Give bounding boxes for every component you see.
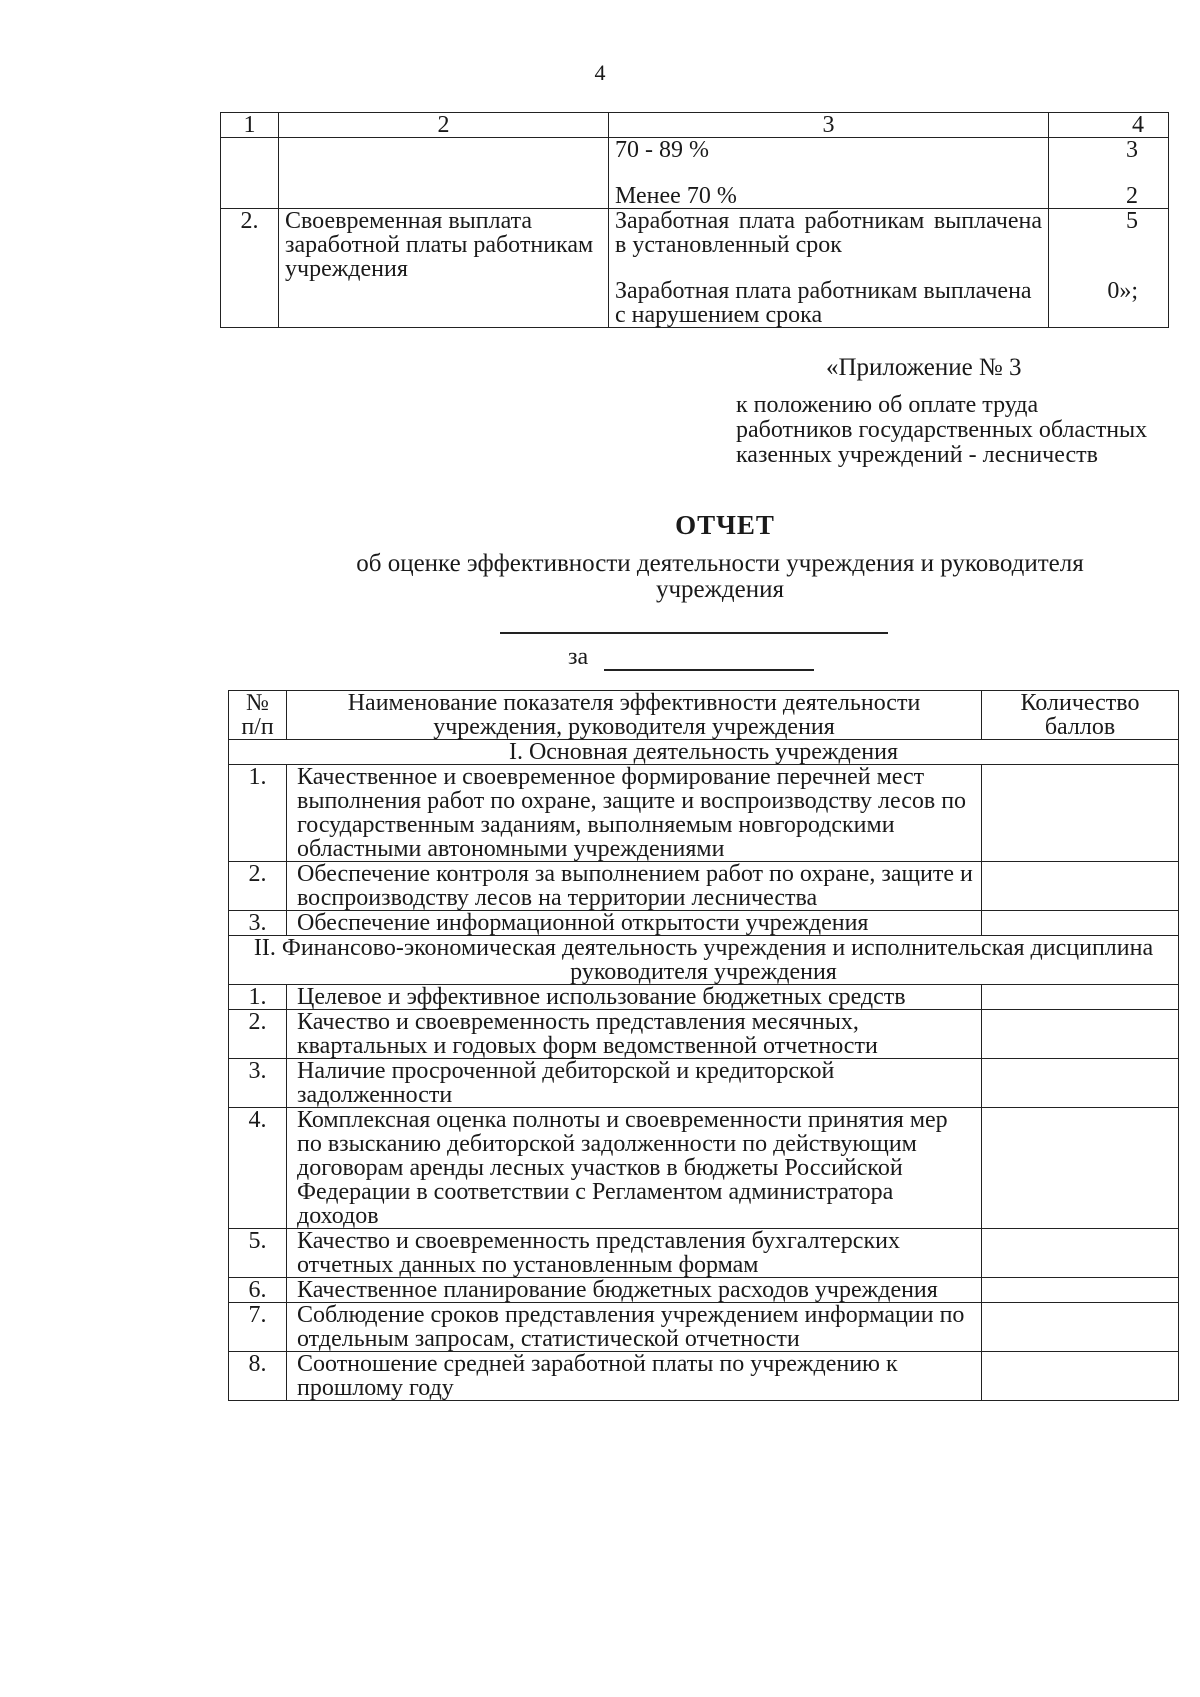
row-number: 4. [229, 1108, 287, 1229]
row-number: 2. [221, 209, 279, 328]
report-subtitle: об оценке эффективности деятельности учреждения и руководителя учреждения [356, 550, 1084, 603]
indicator-name: Соотношение средней заработной платы по учреждению к прошлому году [287, 1352, 982, 1401]
score-cell[interactable] [982, 1303, 1179, 1352]
score-cell[interactable] [982, 765, 1179, 862]
indicator-name: Качественное планирование бюджетных расходов учреждения [287, 1278, 982, 1303]
table-row [229, 1010, 1179, 1059]
section-row [229, 936, 1179, 985]
section-row [229, 740, 1179, 765]
page-number: 4 [594, 60, 606, 85]
table-row [229, 1303, 1179, 1352]
table-row [229, 862, 1179, 911]
row-number: 6. [229, 1278, 287, 1303]
criterion-text: Менее 70 % [615, 183, 737, 209]
indicator-name: Обеспечение информационной открытости учреждения [287, 911, 982, 936]
points-value: 0»; [1107, 278, 1138, 304]
score-cell[interactable] [982, 1352, 1179, 1401]
criterion-text: 70 - 89 % [615, 137, 709, 163]
row-number: 3. [229, 911, 287, 936]
table-header-row [229, 691, 1179, 740]
row-number: 1. [229, 985, 287, 1010]
points-value: 5 [1126, 208, 1138, 234]
header-number: № п/п [229, 691, 287, 740]
row-number [221, 138, 279, 209]
criterion-text: Заработная плата работникам выплачена в установленный срок [615, 208, 1042, 258]
table-row [221, 138, 1169, 209]
column-number-3: 3 [609, 113, 1049, 138]
report-table [228, 690, 1179, 1401]
period-label: за [568, 644, 589, 670]
indicator-name: Целевое и эффективное использование бюджетных средств [287, 985, 982, 1010]
section-title: II. Финансово-экономическая деятельность учреждения и исполнительская дисциплина руководителя учреждения [229, 936, 1179, 985]
period-blank-line[interactable] [604, 647, 814, 671]
table-row [221, 209, 1169, 328]
institution-blank-line[interactable] [500, 632, 888, 634]
table-row [229, 1108, 1179, 1229]
indicator-name: Соблюдение сроков представления учреждением информации по отдельным запросам, статистической отчетности [287, 1303, 982, 1352]
table-row [229, 765, 1179, 862]
score-cell[interactable] [982, 911, 1179, 936]
score-cell[interactable] [982, 1278, 1179, 1303]
period-row [568, 644, 814, 671]
row-number: 5. [229, 1229, 287, 1278]
column-number-1: 1 [221, 113, 279, 138]
row-number: 8. [229, 1352, 287, 1401]
points-cell [1049, 138, 1169, 209]
indicator-name: Качественное и своевременное формирование перечней мест выполнения работ по охране, защите и воспроизводству лесов по государственным заданиям, выполняемым новгородскими областными автономными учреждениями [287, 765, 982, 862]
indicator-name: Обеспечение контроля за выполнением работ по охране, защите и воспроизводству лесов на территории лесничества [287, 862, 982, 911]
score-cell[interactable] [982, 1059, 1179, 1108]
report-title: ОТЧЕТ [675, 510, 775, 540]
row-number: 1. [229, 765, 287, 862]
indicator-name: Наличие просроченной дебиторской и кредиторской задолженности [287, 1059, 982, 1108]
score-cell[interactable] [982, 1010, 1179, 1059]
points-value: 2 [1126, 183, 1138, 209]
indicator-name: Качество и своевременность представления бухгалтерских отчетных данных по установленным формам [287, 1229, 982, 1278]
row-number: 3. [229, 1059, 287, 1108]
appendix-reference: к положению об оплате труда работников государственных областных казенных учреждений - лесничеств [736, 392, 1148, 468]
score-cell[interactable] [982, 1108, 1179, 1229]
table-row [229, 985, 1179, 1010]
table-row [229, 1352, 1179, 1401]
column-number-4: 4 [1049, 113, 1169, 138]
score-cell[interactable] [982, 985, 1179, 1010]
indicator-cell [279, 138, 609, 209]
header-indicator-name: Наименование показателя эффективности деятельности учреждения, руководителя учреждения [287, 691, 982, 740]
table-row [229, 1278, 1179, 1303]
points-cell [1049, 209, 1169, 328]
score-cell[interactable] [982, 862, 1179, 911]
table-row [229, 911, 1179, 936]
indicator-name: Качество и своевременность представления месячных, квартальных и годовых форм ведомственной отчетности [287, 1010, 982, 1059]
appendix-title: «Приложение № 3 [826, 354, 1022, 381]
table-row [229, 1229, 1179, 1278]
criterion-text: Заработная плата работникам выплачена с нарушением срока [615, 278, 1032, 328]
criteria-cell [609, 209, 1049, 328]
criteria-cell [609, 138, 1049, 209]
table-row [229, 1059, 1179, 1108]
row-number: 2. [229, 1010, 287, 1059]
column-number-2: 2 [279, 113, 609, 138]
criteria-table [220, 112, 1169, 328]
row-number: 2. [229, 862, 287, 911]
points-value: 3 [1126, 137, 1138, 163]
indicator-name: Комплексная оценка полноты и своевременности принятия мер по взысканию дебиторской задолженности по действующим договорам аренды лесных участков в бюджеты Российской Федерации в соответствии с Регламентом администратора доходов [287, 1108, 982, 1229]
score-cell[interactable] [982, 1229, 1179, 1278]
table-header-row [221, 113, 1169, 138]
indicator-cell: Своевременная выплата заработной платы работникам учреждения [279, 209, 609, 328]
header-score: Количество баллов [982, 691, 1179, 740]
section-title: I. Основная деятельность учреждения [229, 740, 1179, 765]
row-number: 7. [229, 1303, 287, 1352]
